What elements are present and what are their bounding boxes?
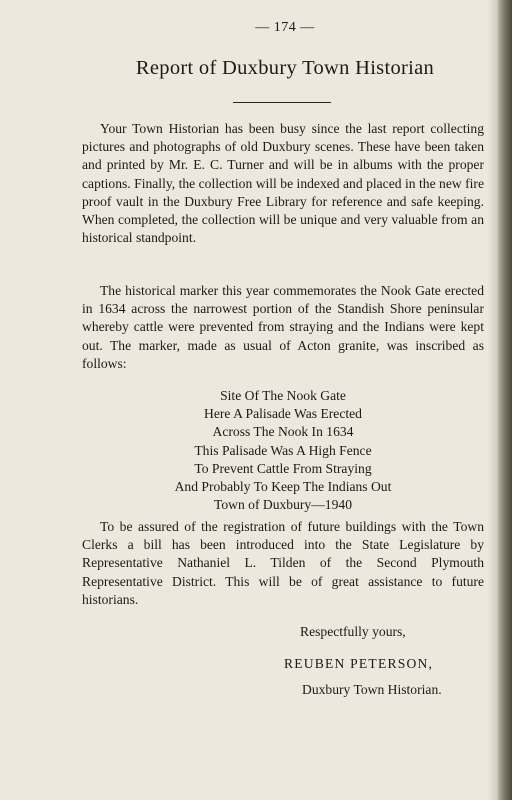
inscription-line: This Palisade Was A High Fence [194, 442, 372, 458]
paragraph-marker: The historical marker this year commemorates the Nook Gate erected in 1634 across the narrowest portion of the Standish Shore peninsular whereby cattle were prevented from straying and the Indians were kept out. The marker, made as usual of Acton granite, was inscribed as follows: [82, 283, 484, 371]
title-divider [233, 102, 331, 103]
paragraph-collection: Your Town Historian has been busy since the last report collecting pictures and photographs of old Duxbury scenes. These have been taken and printed by Mr. E. C. Turner and will be in albums with the proper captions. Finally, the collection will be indexed and placed in the new fire proof vault in the Duxbury Free Library for reference and safe keeping. When completed, the collection will be unique and very valuable from an historical standpoint. [82, 121, 484, 246]
inscription-line: Here A Palisade Was Erected [204, 406, 362, 422]
closing-salutation: Respectfully yours, [300, 624, 406, 639]
inscription-line: Site Of The Nook Gate [220, 388, 346, 403]
book-spine [498, 0, 512, 800]
page-number: — 174 — [255, 20, 315, 35]
binding-shadow [488, 0, 498, 800]
inscription-line: Town of Duxbury—1940 [214, 497, 352, 513]
signature-role: Duxbury Town Historian. [302, 682, 442, 697]
inscription-line: To Prevent Cattle From Straying [194, 460, 372, 476]
paragraph-legislation: To be assured of the registration of future buildings with the Town Clerks a bill has been introduced into the State Legislature by Representative Nathaniel L. Tilden of the Second Plymouth Representative District. This will be of great assistance to future historians. [82, 519, 484, 607]
inscription-line: And Probably To Keep The Indians Out [174, 479, 392, 495]
marker-inscription [82, 387, 484, 514]
inscription-line: Across The Nook In 1634 [212, 424, 354, 440]
report-title: Report of Duxbury Town Historian [135, 57, 435, 79]
signature-name: REUBEN PETERSON, [284, 656, 434, 671]
